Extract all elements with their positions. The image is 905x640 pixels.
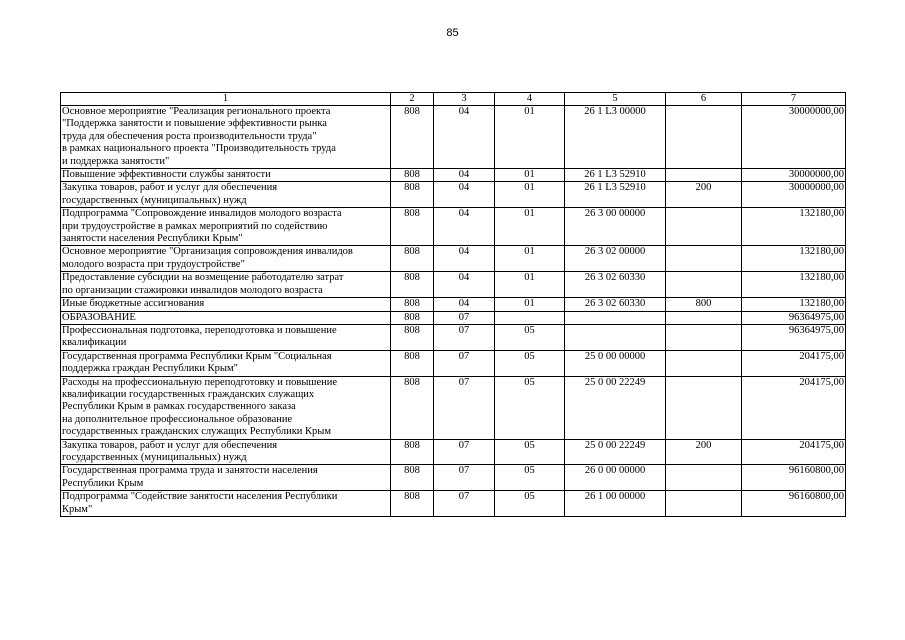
section-code: 07 [434, 491, 495, 517]
table-row [61, 350, 846, 376]
amount: 30000000,00 [742, 182, 846, 208]
row-name-line: государственных гражданских служащих Республики Крым [62, 426, 332, 438]
row-name-line: и поддержка занятости" [62, 155, 170, 167]
column-header: 7 [742, 93, 846, 106]
grbs-code: 808 [391, 311, 434, 324]
row-name [61, 311, 391, 324]
subsection-code: 01 [495, 272, 565, 298]
header-row [61, 93, 846, 106]
row-name [61, 106, 391, 169]
grbs-code: 808 [391, 376, 434, 439]
table-row [61, 208, 846, 246]
target-article-code: 25 0 00 22249 [565, 439, 666, 465]
subsection-code: 01 [495, 208, 565, 246]
table-row [61, 272, 846, 298]
table-row [61, 106, 846, 169]
amount: 132180,00 [742, 272, 846, 298]
subsection-code: 01 [495, 182, 565, 208]
row-name [61, 439, 391, 465]
table-row [61, 311, 846, 324]
amount: 96364975,00 [742, 311, 846, 324]
table-row [61, 491, 846, 517]
amount: 204175,00 [742, 350, 846, 376]
row-name [61, 246, 391, 272]
row-name-line: труда для обеспечения роста производительности труда" [62, 130, 317, 142]
row-name-line: занятости населения Республики Крым" [62, 233, 243, 245]
section-code: 04 [434, 106, 495, 169]
section-code: 04 [434, 169, 495, 182]
section-code: 07 [434, 311, 495, 324]
row-name-line: Республики Крым [62, 477, 144, 489]
expense-type-code [666, 246, 742, 272]
amount: 96160800,00 [742, 491, 846, 517]
grbs-code: 808 [391, 298, 434, 311]
row-name-line: молодого возраста при трудоустройстве" [62, 258, 245, 270]
section-code: 07 [434, 350, 495, 376]
row-name-line: квалификации [62, 337, 127, 349]
column-header: 1 [61, 93, 391, 106]
row-name [61, 182, 391, 208]
grbs-code: 808 [391, 208, 434, 246]
amount: 132180,00 [742, 298, 846, 311]
expense-type-code: 200 [666, 182, 742, 208]
subsection-code: 05 [495, 439, 565, 465]
grbs-code: 808 [391, 465, 434, 491]
column-header: 3 [434, 93, 495, 106]
row-name-line: Крым" [62, 503, 93, 515]
table-row [61, 246, 846, 272]
row-name-line: Предоставление субсидии на возмещение работодателю затрат [62, 272, 344, 284]
column-header: 2 [391, 93, 434, 106]
expense-type-code [666, 491, 742, 517]
subsection-code: 01 [495, 298, 565, 311]
subsection-code: 05 [495, 324, 565, 350]
table-row [61, 376, 846, 439]
row-name-line: Государственная программа труда и занятости населения [62, 465, 318, 477]
column-header: 6 [666, 93, 742, 106]
section-code: 04 [434, 182, 495, 208]
table-row [61, 324, 846, 350]
amount: 204175,00 [742, 439, 846, 465]
expense-type-code: 200 [666, 439, 742, 465]
target-article-code: 26 3 02 60330 [565, 298, 666, 311]
row-name-line: Подпрограмма "Содействие занятости населения Республики [62, 491, 338, 503]
row-name [61, 324, 391, 350]
amount: 96364975,00 [742, 324, 846, 350]
row-name-line: Подпрограмма "Сопровождение инвалидов молодого возраста [62, 208, 342, 220]
expense-type-code [666, 465, 742, 491]
subsection-code [495, 311, 565, 324]
row-name-line: Закупка товаров, работ и услуг для обеспечения [62, 439, 278, 451]
target-article-code: 26 0 00 00000 [565, 465, 666, 491]
target-article-code: 25 0 00 22249 [565, 376, 666, 439]
target-article-code [565, 324, 666, 350]
row-name [61, 169, 391, 182]
target-article-code: 26 1 00 00000 [565, 491, 666, 517]
target-article-code: 26 1 L3 52910 [565, 182, 666, 208]
grbs-code: 808 [391, 106, 434, 169]
grbs-code: 808 [391, 350, 434, 376]
expense-type-code: 800 [666, 298, 742, 311]
subsection-code: 01 [495, 169, 565, 182]
grbs-code: 808 [391, 272, 434, 298]
amount: 30000000,00 [742, 169, 846, 182]
table-row [61, 169, 846, 182]
column-header: 4 [495, 93, 565, 106]
row-name-line: при трудоустройстве в рамках мероприятий по содействию [62, 220, 328, 232]
section-code: 04 [434, 272, 495, 298]
row-name-line: "Поддержка занятости и повышение эффективности рынка [62, 118, 327, 130]
target-article-code [565, 311, 666, 324]
row-name-line: Иные бюджетные ассигнования [62, 298, 205, 310]
subsection-code: 05 [495, 350, 565, 376]
subsection-code: 05 [495, 491, 565, 517]
section-code: 04 [434, 208, 495, 246]
grbs-code: 808 [391, 246, 434, 272]
row-name-line: Закупка товаров, работ и услуг для обеспечения [62, 182, 278, 194]
section-code: 07 [434, 465, 495, 491]
row-name-line: Республики Крым в рамках государственного заказа [62, 401, 296, 413]
row-name-line: Повышение эффективности службы занятости [62, 169, 271, 181]
amount: 30000000,00 [742, 106, 846, 169]
expense-type-code [666, 311, 742, 324]
expense-type-code [666, 376, 742, 439]
table-body [61, 106, 846, 517]
table-row [61, 465, 846, 491]
column-header: 5 [565, 93, 666, 106]
row-name-line: по организации стажировки инвалидов молодого возраста [62, 284, 323, 296]
row-name [61, 376, 391, 439]
row-name-line: Профессиональная подготовка, переподготовка и повышение [62, 324, 337, 336]
row-name-line: Государственная программа Республики Крым "Социальная [62, 350, 332, 362]
target-article-code: 26 1 L3 52910 [565, 169, 666, 182]
subsection-code: 05 [495, 376, 565, 439]
table-row [61, 182, 846, 208]
section-code: 07 [434, 439, 495, 465]
row-name-line: на дополнительное профессиональное образование [62, 413, 293, 425]
expense-type-code [666, 169, 742, 182]
row-name-line: ОБРАЗОВАНИЕ [62, 311, 136, 323]
grbs-code: 808 [391, 491, 434, 517]
row-name [61, 272, 391, 298]
row-name [61, 491, 391, 517]
row-name-line: государственных (муниципальных) нужд [62, 451, 247, 463]
target-article-code: 26 3 02 00000 [565, 246, 666, 272]
amount: 204175,00 [742, 376, 846, 439]
row-name-line: Расходы на профессиональную переподготовку и повышение [62, 376, 338, 388]
section-code: 07 [434, 324, 495, 350]
target-article-code: 26 1 L3 00000 [565, 106, 666, 169]
row-name-line: квалификации государственных гражданских служащих [62, 388, 315, 400]
expense-type-code [666, 324, 742, 350]
grbs-code: 808 [391, 439, 434, 465]
subsection-code: 01 [495, 106, 565, 169]
amount: 132180,00 [742, 208, 846, 246]
row-name [61, 208, 391, 246]
row-name [61, 465, 391, 491]
row-name-line: государственных (муниципальных) нужд [62, 194, 247, 206]
table-row [61, 298, 846, 311]
expense-type-code [666, 350, 742, 376]
section-code: 07 [434, 376, 495, 439]
subsection-code: 01 [495, 246, 565, 272]
grbs-code: 808 [391, 324, 434, 350]
subsection-code: 05 [495, 465, 565, 491]
grbs-code: 808 [391, 182, 434, 208]
target-article-code: 26 3 00 00000 [565, 208, 666, 246]
row-name-line: Основное мероприятие "Организация сопровождения инвалидов [62, 246, 353, 258]
row-name [61, 350, 391, 376]
section-code: 04 [434, 246, 495, 272]
expense-type-code [666, 272, 742, 298]
section-code: 04 [434, 298, 495, 311]
expense-type-code [666, 106, 742, 169]
page-number: 85 [446, 27, 459, 39]
target-article-code: 25 0 00 00000 [565, 350, 666, 376]
table-row [61, 439, 846, 465]
row-name-line: Основное мероприятие "Реализация регионального проекта [62, 106, 331, 117]
expense-type-code [666, 208, 742, 246]
row-name-line: в рамках национального проекта "Производительность труда [62, 143, 336, 155]
grbs-code: 808 [391, 169, 434, 182]
budget-table [60, 92, 846, 517]
amount: 132180,00 [742, 246, 846, 272]
amount: 96160800,00 [742, 465, 846, 491]
target-article-code: 26 3 02 60330 [565, 272, 666, 298]
row-name [61, 298, 391, 311]
row-name-line: поддержка граждан Республики Крым" [62, 363, 238, 375]
